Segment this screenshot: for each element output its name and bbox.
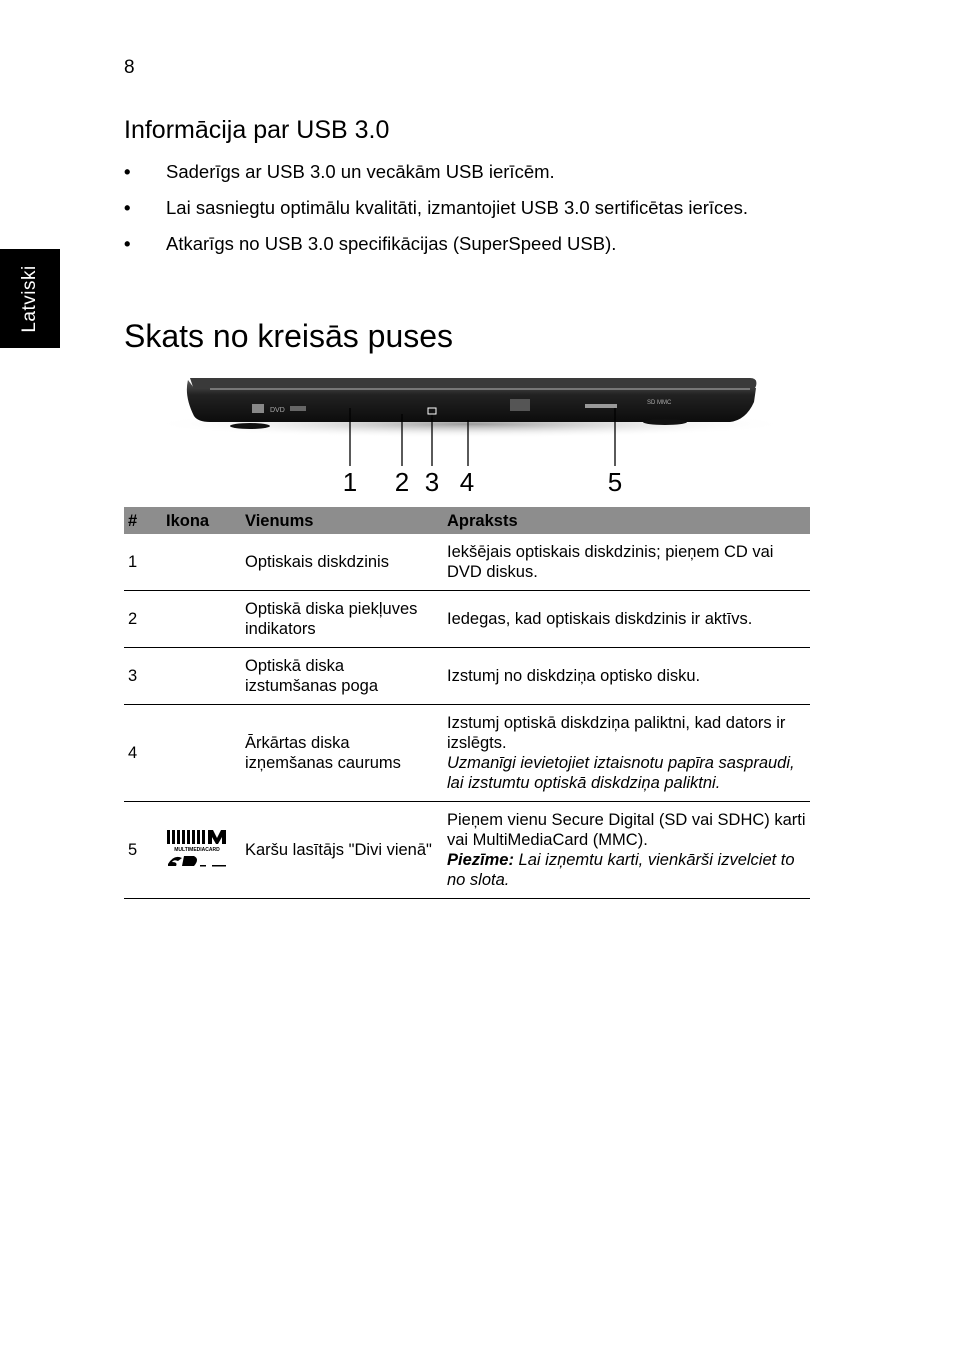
mmc-sd-card-icon (166, 828, 228, 868)
front-foot (643, 419, 687, 425)
row-icon-cell (162, 705, 241, 802)
row-number: 2 (124, 591, 162, 648)
sd-dash (212, 865, 226, 867)
side-tab-label: Latviski (19, 264, 40, 333)
row-item: Optiskā diska piekļuves indikators (241, 591, 443, 648)
row-icon-cell (162, 648, 241, 705)
bullet-icon: • (124, 233, 131, 254)
description-note: Uzmanīgi ievietojiet iztaisnotu papīra saspraudi, lai izstumtu optiskā diskdziņa paliktni. (447, 754, 795, 792)
row-number: 3 (124, 648, 162, 705)
sd-dash (200, 865, 206, 867)
bullet-text: Saderīgs ar USB 3.0 un vecākām USB ierīcēm. (166, 161, 555, 182)
list-item (124, 160, 764, 184)
list-item (124, 232, 764, 256)
rear-foot (230, 423, 270, 429)
dvd-logo-icon (252, 404, 264, 413)
row-description: Izstumj no diskdziņa optisko disku. (443, 648, 810, 705)
row-description: Iedegas, kad optiskais diskdzinis ir aktīvs. (443, 591, 810, 648)
bullet-text: Atkarīgs no USB 3.0 specifikācijas (SuperSpeed USB). (166, 233, 617, 254)
bullet-text: Lai sasniegtu optimālu kvalitāti, izmantojiet USB 3.0 sertificētas ierīces. (166, 197, 748, 218)
callout-number-1: 1 (342, 467, 358, 497)
row-number: 5 (124, 802, 162, 899)
optical-drive-slot (290, 406, 306, 411)
row-description (443, 705, 810, 802)
language-side-tab (0, 249, 60, 348)
row-number: 4 (124, 705, 162, 802)
list-item (124, 196, 764, 220)
row-item: Optiskais diskdzinis (241, 534, 443, 591)
page-number: 8 (124, 57, 135, 78)
left-side-components-table (124, 507, 810, 899)
table-row (124, 648, 810, 705)
header-description: Apraksts (443, 507, 810, 534)
header-item: Vienums (241, 507, 443, 534)
header-icon: Ikona (162, 507, 241, 534)
dvd-mark: DVD (270, 407, 285, 414)
table-row (124, 705, 810, 802)
description-note (447, 850, 806, 890)
row-icon-cell (162, 534, 241, 591)
usb-bullet-list (124, 160, 764, 268)
laptop-left-side-figure (150, 366, 790, 506)
note-text: Lai izņemtu karti, vienkārši izvelciet to no slota. (447, 851, 795, 889)
header-number: # (124, 507, 162, 534)
drive-emblem-icon (510, 399, 530, 411)
description-text: Pieņem vienu Secure Digital (SD vai SDHC) karti vai MultiMediaCard (MMC). (447, 811, 806, 849)
row-icon-cell (162, 591, 241, 648)
callout-number-5: 5 (607, 467, 623, 497)
table-header-row (124, 507, 810, 534)
table-row (124, 534, 810, 591)
callout-number-3: 3 (424, 467, 440, 497)
sd-logo-icon (168, 856, 197, 866)
card-reader-slot (585, 404, 617, 408)
callout-number-4: 4 (459, 467, 475, 497)
description-text: Izstumj optiskā diskdziņa paliktni, kad dators ir izslēgts. (447, 714, 786, 752)
page-title: Skats no kreisās puses (124, 318, 454, 354)
row-item: Karšu lasītājs "Divi vienā" (241, 802, 443, 899)
bullet-icon: • (124, 197, 131, 218)
table-row (124, 802, 810, 899)
callout-number-2: 2 (394, 467, 410, 497)
row-number: 1 (124, 534, 162, 591)
row-icon-cell (162, 802, 241, 899)
table-row (124, 591, 810, 648)
row-description: Iekšējais optiskais diskdzinis; pieņem CD vai DVD diskus. (443, 534, 810, 591)
usb-section-heading: Informācija par USB 3.0 (124, 116, 390, 144)
laptop-highlight (210, 388, 750, 390)
row-item: Ārkārtas diska izņemšanas caurums (241, 705, 443, 802)
mmc-icon-label: MULTIMEDIACARD (174, 846, 220, 853)
card-reader-mark: SD MMC (647, 400, 672, 406)
row-item: Optiskā diska izstumšanas poga (241, 648, 443, 705)
bullet-icon: • (124, 161, 131, 182)
row-description (443, 802, 810, 899)
note-label: Piezīme: (447, 851, 514, 869)
